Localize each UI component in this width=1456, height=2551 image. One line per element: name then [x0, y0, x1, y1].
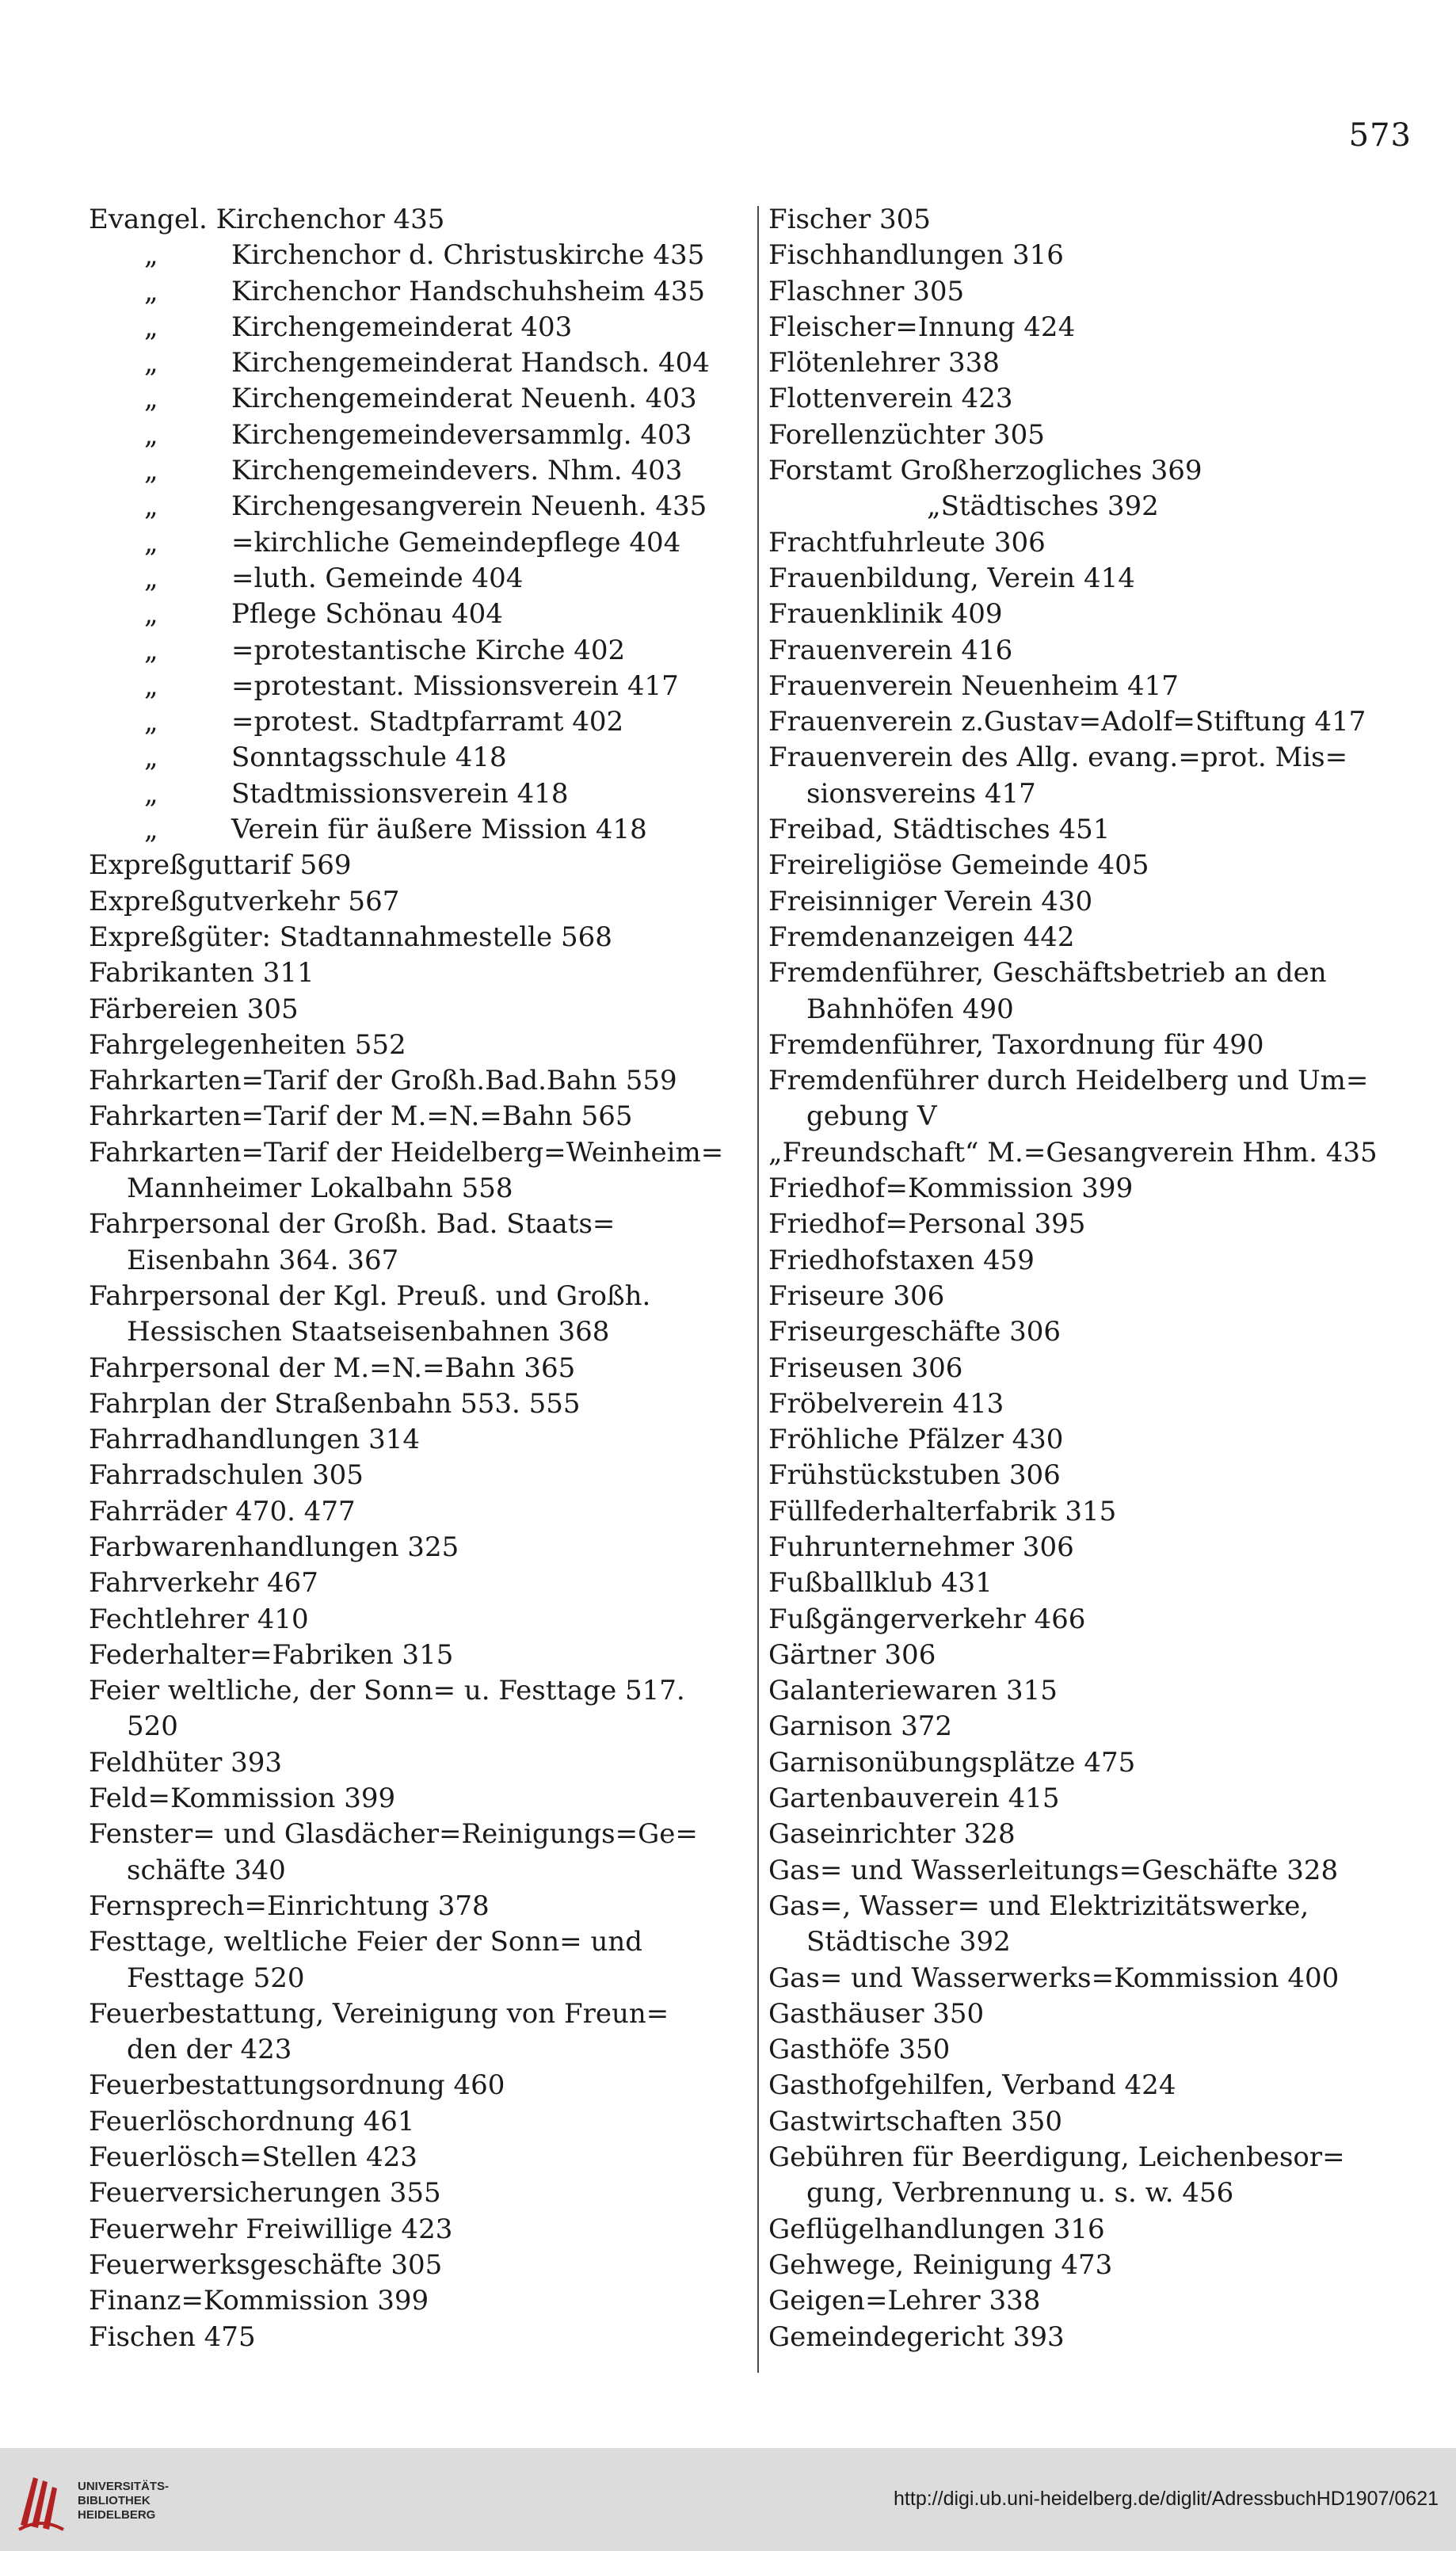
index-entry-text: Kirchengemeindeversammlg. 403 [231, 418, 692, 451]
ditto-mark: „ [144, 418, 158, 451]
index-entry: Gas= und Wasserleitungs=Geschäfte 328 [768, 1854, 1339, 1886]
index-entry: Evangel. Kirchenchor 435 [89, 204, 445, 235]
index-entry: Frachtfuhrleute 306 [768, 526, 1046, 559]
index-entry: Gastwirtschaften 350 [768, 2105, 1063, 2137]
index-entry: Fenster= und Glasdächer=Reinigungs=Ge= [89, 1818, 698, 1851]
index-entry: Fahrräder 470. 477 [89, 1495, 356, 1527]
index-entry: Fremdenführer durch Heidelberg und Um= [768, 1065, 1369, 1097]
index-entry: Fremdenanzeigen 442 [768, 921, 1075, 953]
index-entry [89, 489, 746, 524]
index-entry: Fahrkarten=Tarif der Großh.Bad.Bahn 559 [89, 1065, 677, 1097]
index-entry: Expreßguttarif 569 [89, 849, 352, 882]
index-entry: Federhalter=Fabriken 315 [89, 1638, 454, 1671]
index-entry: Galanteriewaren 315 [768, 1675, 1058, 1707]
library-name [78, 2480, 169, 2522]
index-entry: Färbereien 305 [89, 993, 299, 1025]
index-entry: Fahrradhandlungen 314 [89, 1424, 420, 1456]
index-entry-text: Kirchengemeinderat Neuenh. 403 [231, 383, 697, 415]
index-entry: sionsvereins 417 [806, 777, 1036, 810]
index-entry-text: Kirchengesangverein Neuenh. 435 [231, 490, 707, 523]
index-entry: Geigen=Lehrer 338 [768, 2285, 1041, 2317]
ditto-mark: „ [927, 490, 941, 523]
index-entry: Gasthofgehilfen, Verband 424 [768, 2069, 1176, 2102]
index-entry-text: Kirchengemeinderat 403 [231, 311, 573, 343]
index-entry-text: Kirchengemeinderat Handsch. 404 [231, 347, 710, 379]
index-entry: Feuerlöschordnung 461 [89, 2105, 415, 2137]
ditto-mark: „ [144, 562, 158, 594]
index-entry: Feldhüter 393 [89, 1746, 283, 1779]
index-entry: Frühstückstuben 306 [768, 1459, 1061, 1492]
index-entry: Geflügelhandlungen 316 [768, 2213, 1105, 2245]
index-entry: gung, Verbrennung u. s. w. 456 [806, 2177, 1234, 2210]
index-entry: Fahrradschulen 305 [89, 1459, 364, 1492]
index-entry: Fischer 305 [768, 204, 931, 235]
index-entry: Feld=Kommission 399 [89, 1783, 396, 1815]
index-entry: Gas=, Wasser= und Elektrizitätswerke, [768, 1889, 1309, 1922]
index-entry [89, 669, 746, 704]
index-entry: Fußgängerverkehr 466 [768, 1603, 1086, 1635]
ditto-mark: „ [144, 526, 158, 559]
index-entry: Städtische 392 [806, 1926, 1011, 1958]
index-entry: Fröhliche Pfälzer 430 [768, 1424, 1064, 1456]
index-entry: Fußballklub 431 [768, 1567, 993, 1600]
index-entry: Feuerlösch=Stellen 423 [89, 2141, 417, 2174]
index-entry: Feier weltliche, der Sonn= u. Festtage 517. [89, 1675, 685, 1707]
index-entry: Friseurgeschäfte 306 [768, 1316, 1062, 1348]
index-entry [89, 310, 746, 345]
index-entry: gebung V [806, 1100, 937, 1133]
index-entry: Fahrpersonal der Kgl. Preuß. und Großh. [89, 1279, 651, 1312]
ditto-mark: „ [144, 669, 158, 702]
index-entry-text: =protestantische Kirche 402 [231, 634, 626, 666]
index-entry: Festtage 520 [127, 1962, 305, 1994]
index-entry: Fabrikanten 311 [89, 957, 314, 990]
index-entry: Fischhandlungen 316 [768, 239, 1064, 272]
index-entry: Freibad, Städtisches 451 [768, 814, 1111, 846]
ditto-mark: „ [144, 814, 158, 846]
index-entry [89, 238, 746, 273]
ditto-mark: „ [144, 706, 158, 738]
ditto-mark: „ [144, 598, 158, 631]
index-entry: Forstamt Großherzogliches 369 [768, 455, 1203, 487]
index-entry: Fahrpersonal der M.=N.=Bahn 365 [89, 1352, 576, 1384]
index-entry: Gasthöfe 350 [768, 2034, 951, 2066]
index-entry [89, 704, 746, 740]
index-entry-text: Pflege Schönau 404 [231, 598, 503, 631]
index-entry: Festtage, weltliche Feier der Sonn= und [89, 1926, 643, 1958]
index-entry: Fuhrunternehmer 306 [768, 1531, 1074, 1563]
index-entry: Fahrplan der Straßenbahn 553. 555 [89, 1387, 581, 1420]
index-entry: Gehwege, Reinigung 473 [768, 2248, 1113, 2281]
footer-bar [0, 2448, 1456, 2551]
ditto-mark: „ [144, 383, 158, 415]
index-entry-text: =luth. Gemeinde 404 [231, 562, 524, 594]
index-entry: Eisenbahn 364. 367 [127, 1244, 399, 1276]
index-entry-text: Kirchenchor d. Christuskirche 435 [231, 239, 705, 272]
index-entry: Mannheimer Lokalbahn 558 [127, 1173, 513, 1205]
index-entry [89, 776, 746, 812]
index-entry [89, 597, 746, 632]
index-entry-text: =protestant. Missionsverein 417 [231, 669, 679, 702]
index-column-left [89, 202, 746, 2355]
index-entry [89, 453, 746, 489]
index-entry [768, 489, 1418, 524]
index-entry: Garnisonübungsplätze 475 [768, 1746, 1136, 1779]
ditto-mark: „ [144, 742, 158, 774]
index-entry: Fahrverkehr 467 [89, 1567, 318, 1600]
index-entry: schäfte 340 [127, 1854, 286, 1886]
library-seal-icon [16, 2469, 67, 2533]
index-entry-text: Kirchenchor Handschuhsheim 435 [231, 275, 706, 307]
index-entry: Feuerwerksgeschäfte 305 [89, 2248, 443, 2281]
index-entry [89, 345, 746, 381]
index-entry: Fischen 475 [89, 2320, 256, 2353]
index-entry: Friedhofstaxen 459 [768, 1244, 1035, 1276]
ditto-mark: „ [144, 490, 158, 523]
index-entry: Frauenverein des Allg. evang.=prot. Mis= [768, 742, 1348, 774]
index-entry: Fremdenführer, Taxordnung für 490 [768, 1028, 1264, 1061]
index-entry: Frauenklinik 409 [768, 598, 1003, 631]
index-entry-text: Verein für äußere Mission 418 [231, 814, 647, 846]
index-entry: Freireligiöse Gemeinde 405 [768, 849, 1149, 882]
index-entry [89, 418, 746, 453]
index-entry: Friseure 306 [768, 1279, 945, 1312]
index-entry: Expreßgüter: Stadtannahmestelle 568 [89, 921, 612, 953]
index-entry: Frauenverein z.Gustav=Adolf=Stiftung 417 [768, 706, 1366, 738]
index-entry: „Freundschaft“ M.=Gesangverein Hhm. 435 [768, 1136, 1378, 1169]
page-number: 573 [1348, 117, 1412, 154]
index-entry: den der 423 [127, 2034, 292, 2066]
ditto-mark: „ [144, 455, 158, 487]
library-logo[interactable] [16, 2465, 206, 2537]
ditto-mark: „ [144, 311, 158, 343]
index-entry [89, 740, 746, 776]
index-entry: Forellenzüchter 305 [768, 418, 1045, 451]
index-entry [89, 812, 746, 848]
index-entry: Frauenbildung, Verein 414 [768, 562, 1135, 594]
index-entry: Gemeindegericht 393 [768, 2320, 1065, 2353]
index-entry: Fahrgelegenheiten 552 [89, 1028, 406, 1061]
index-entry: Feuerversicherungen 355 [89, 2177, 441, 2210]
library-name-line1: UNIVERSITÄTS- [78, 2480, 170, 2493]
index-entry: Gaseinrichter 328 [768, 1818, 1016, 1851]
index-entry: Fernsprech=Einrichtung 378 [89, 1889, 490, 1922]
index-entry [89, 525, 746, 561]
index-entry: Flötenlehrer 338 [768, 347, 1000, 379]
index-entry: Bahnhöfen 490 [806, 993, 1014, 1025]
index-entry: Gärtner 306 [768, 1638, 936, 1671]
index-entry: Flaschner 305 [768, 275, 965, 307]
index-entry-text: Sonntagsschule 418 [231, 742, 507, 774]
index-entry: Flottenverein 423 [768, 383, 1013, 415]
index-entry: Fahrkarten=Tarif der Heidelberg=Weinheim= [89, 1136, 724, 1169]
index-entry: 520 [127, 1710, 178, 1743]
column-divider [757, 206, 759, 2373]
library-name-line3: HEIDELBERG [78, 2508, 156, 2522]
index-entry: Fremdenführer, Geschäftsbetrieb an den [768, 957, 1327, 990]
index-entry-text: Städtisches 392 [940, 490, 1159, 523]
ditto-mark: „ [144, 777, 158, 810]
index-entry: Expreßgutverkehr 567 [89, 885, 400, 917]
index-entry: Gas= und Wasserwerks=Kommission 400 [768, 1962, 1340, 1994]
index-entry-text: Stadtmissionsverein 418 [231, 777, 569, 810]
index-entry: Finanz=Kommission 399 [89, 2285, 429, 2317]
index-entry [89, 381, 746, 417]
index-entry [89, 633, 746, 669]
index-entry: Fröbelverein 413 [768, 1387, 1004, 1420]
index-entry: Friedhof=Personal 395 [768, 1208, 1086, 1241]
index-entry: Fahrpersonal der Großh. Bad. Staats= [89, 1208, 616, 1241]
index-entry: Feuerwehr Freiwillige 423 [89, 2213, 453, 2245]
index-entry: Garnison 372 [768, 1710, 952, 1743]
index-entry: Frauenverein Neuenheim 417 [768, 669, 1179, 702]
index-entry [89, 274, 746, 310]
index-entry [89, 561, 746, 597]
index-entry: Hessischen Staatseisenbahnen 368 [127, 1316, 610, 1348]
ditto-mark: „ [144, 275, 158, 307]
index-entry: Gartenbauverein 415 [768, 1783, 1060, 1815]
index-entry-text: =protest. Stadtpfarramt 402 [231, 706, 624, 738]
ditto-mark: „ [144, 634, 158, 666]
index-entry: Friedhof=Kommission 399 [768, 1173, 1134, 1205]
source-url-link[interactable]: http://digi.ub.uni-heidelberg.de/diglit/AdressbuchHD1907/0621 [894, 2488, 1439, 2510]
index-entry: Friseusen 306 [768, 1352, 963, 1384]
index-entry: Farbwarenhandlungen 325 [89, 1531, 459, 1563]
index-entry: Freisinniger Verein 430 [768, 885, 1093, 917]
index-entry: Gebühren für Beerdigung, Leichenbesor= [768, 2141, 1345, 2174]
index-entry: Fahrkarten=Tarif der M.=N.=Bahn 565 [89, 1100, 633, 1133]
index-entry-text: =kirchliche Gemeindepflege 404 [231, 526, 681, 559]
index-entry: Gasthäuser 350 [768, 1997, 985, 2030]
index-entry: Frauenverein 416 [768, 634, 1013, 666]
index-entry: Feuerbestattung, Vereinigung von Freun= [89, 1997, 669, 2030]
index-entry: Fechtlehrer 410 [89, 1603, 309, 1635]
index-entry-text: Kirchengemeindevers. Nhm. 403 [231, 455, 683, 487]
library-name-line2: BIBLIOTHEK [78, 2494, 151, 2507]
ditto-mark: „ [144, 239, 158, 272]
index-entry: Fleischer=Innung 424 [768, 311, 1076, 343]
index-column-right [768, 202, 1418, 2355]
ditto-mark: „ [144, 347, 158, 379]
index-entry: Feuerbestattungsordnung 460 [89, 2069, 505, 2102]
index-entry: Füllfederhalterfabrik 315 [768, 1495, 1117, 1527]
